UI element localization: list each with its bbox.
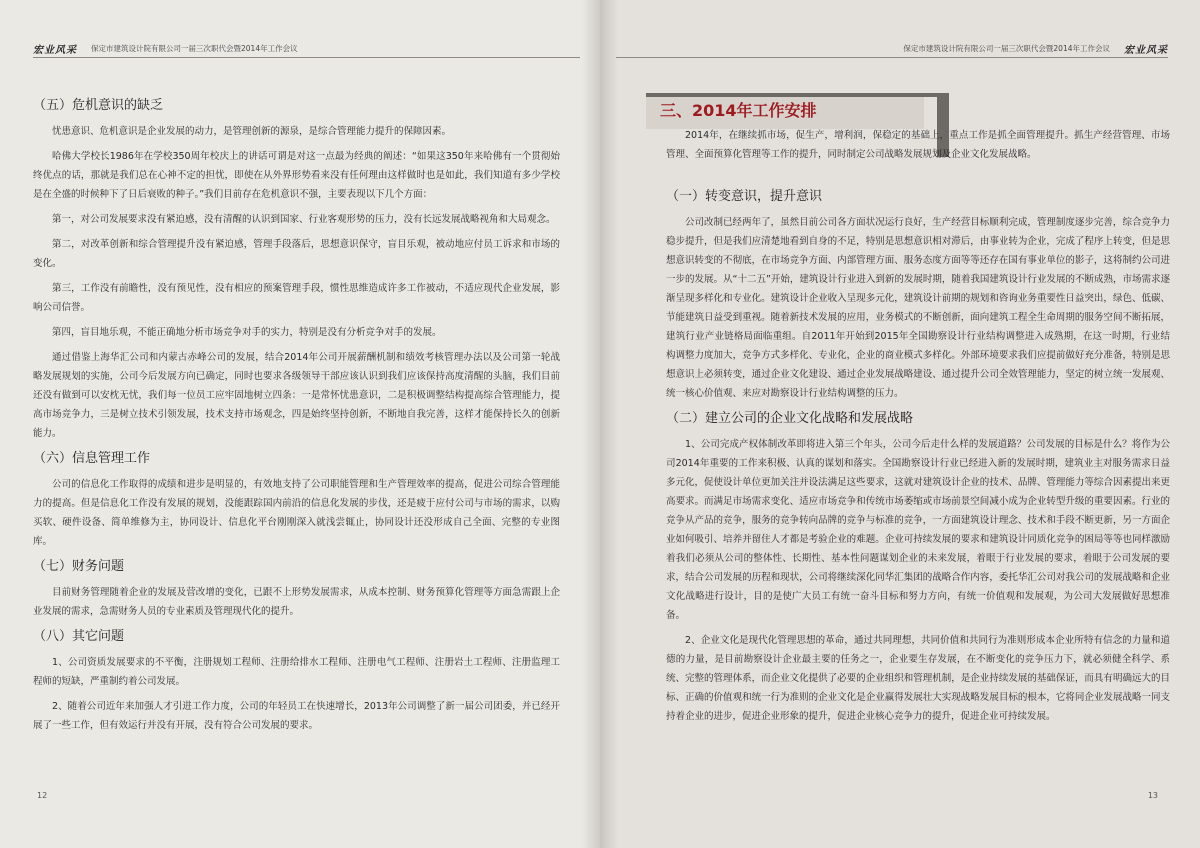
- right-header: [903, 41, 1168, 55]
- paragraph: 2、随着公司近年来加强人才引进工作力度，公司的年轻员工在快速增长，2013年公司调整了新一届公司团委，并已经开展了一些工作，但有效运行并没有开展，没有符合公司发展的要求。: [33, 701, 560, 731]
- section-heading: （一）转变意识，提升意识: [666, 189, 823, 204]
- header-title: 保定市建筑设计院有限公司一届三次职代会暨2014年工作会议: [903, 43, 1110, 53]
- paragraph: 目前财务管理随着企业的发展及营改增的变化，已跟不上形势发展需求，从成本控制、财务预算化管理等方面急需跟上企业发展的需求，急需财务人员的专业素质及管理现代化的提升。: [33, 587, 560, 617]
- paragraph: 忧患意识、危机意识是企业发展的动力，是管理创新的源泉，是综合管理能力提升的保障因素。: [52, 126, 452, 137]
- paragraph: 第四，盲目地乐观，不能正确地分析市场竞争对手的实力，特别是没有分析竞争对手的发展。: [52, 327, 442, 338]
- section-heading: （八）其它问题: [33, 629, 125, 644]
- header-logo: 宏业风采: [33, 44, 77, 56]
- header-logo: 宏业风采: [1124, 44, 1168, 56]
- section-heading: （六）信息管理工作: [33, 451, 151, 466]
- left-content: [33, 96, 560, 735]
- section-heading: （七）财务问题: [33, 559, 125, 574]
- header-rule: [616, 57, 1168, 58]
- paragraph: 哈佛大学校长1986年在学校350周年校庆上的讲话可谓是对这一点最为经典的阐述：“如果这350年来哈佛有一个贯彻始终优点的话，那就是我们总在心神不定的担忧，即使在从外界形势看来没有任何理由这样做时也是如此，我们知道有多少学校是在全盛的时候种下了日后衰败的种子。”我们目前存在危机意识不强，主要表现以下几个方面：: [33, 151, 560, 200]
- paragraph: 公司改制已经两年了，虽然目前公司各方面状况运行良好，生产经营目标顺利完成，管理制度逐步完善，综合竞争力稳步提升，但是我们应清楚地看到自身的不足，特别是思想意识相对滞后，由事业转为企业，完成了程序上转变，但是思想意识转变的不彻底，在市场竞争方面、内部管理方面、服务态度方面等等还存在国有事业单位的影子，这将制约公司进一步的发展。从“十二五”开始，建筑设计行业进入到新的发展时期，随着我国建筑设计行业发展的不断成熟，市场需求逐渐呈现多样化和专业化。建筑设计企业收入呈现多元化，建筑设计前期的规划和咨询业务重要性日益突出，绿色、低碳、节能建筑日益受到重视。随着新技术发展的应用，业务模式的不断创新，面向建筑工程全生命周期的服务空间不断拓展，建筑行业产业链格局面临重组。自2011年开始到2015年全国勘察设计行业结构调整进入成熟期，在这一时期，行业结构调整力度加大，竞争方式多样化、专业化，企业的商业模式多样化。外部环境要求我们应提前做好充分准备，特别是思想意识上必须转变，通过企业文化建设、通过企业发展战略建设、通过提升公司全效管理能力，坚定的树立统一发展观、统一核心价值观、来应对勘察设计行业结构调整的压力。: [666, 217, 1170, 399]
- page-number: 12: [37, 791, 48, 800]
- right-content: [666, 126, 1170, 726]
- paragraph: 1、公司资质发展要求的不平衡，注册规划工程师、注册给排水工程师、注册电气工程师、注册岩土工程师、注册监理工程师的短缺，严重制约着公司发展。: [33, 657, 560, 687]
- paragraph: 第三，工作没有前瞻性，没有预见性，没有相应的预案管理手段，惯性思维造成许多工作被动，不适应现代企业发展，影响公司信誉。: [33, 283, 560, 313]
- header-title: 保定市建筑设计院有限公司一届三次职代会暨2014年工作会议: [91, 43, 298, 53]
- left-header: [33, 41, 298, 55]
- paragraph: 公司的信息化工作取得的成绩和进步是明显的，有效地支持了公司职能管理和生产管理效率的提高，促进公司综合管理能力的提高。但是信息化工作没有发展的规划，没能跟踪国内前沿的信息化发展的步伐，还是疲于应付公司与市场的需求，以购买软、硬件设备、简单维修为主，协同设计、信息化平台刚刚深入就浅尝辄止，协同设计还没形成自己全面、完整的专业图库。: [33, 479, 560, 547]
- paragraph: 1、公司完成产权体制改革即将进入第三个年头，公司今后走什么样的发展道路？公司发展的目标是什么？将作为公司2014年重要的工作来积极、认真的谋划和落实。全国勘察设计行业已经进入新的发展时期，建筑业主对服务需求日益多元化，促使设计单位更加关注并设法满足这些要求，这就对建筑设计企业的技术、品牌、管理能力等综合因素提出来更高要求。而满足市场需求变化、适应市场竞争和传统市场萎缩或市场前景空间减小成为企业转型升级的重要因素。行业的竞争从产品的竞争，服务的竞争转向品牌的竞争与标准的竞争，一方面建筑设计理念、技术和手段不断更新，另一方面企业如何吸引、培养并留住人才都是考验企业的难题。企业可持续发展的要求和建筑设计同质化竞争的困局等等也同样激励着我们必须从公司的整体性、长期性、基本性问题谋划企业的未来发展，着眼于行业发展的要求，着眼于公司发展的要求，结合公司发展的历程和现状，公司将继续深化同华汇集团的战略合作内容，委托华汇公司对我公司的发展战略和企业文化战略进行设计，目的是使广大员工有统一奋斗目标和努力方向，有统一价值观和发展观，为公司大发展做好思想准备。: [666, 439, 1170, 621]
- paragraph: 2、企业文化是现代化管理思想的革命，通过共同理想，共同价值和共同行为准则形成本企业所特有信念的力量和道德的力量，是目前勘察设计企业最主要的任务之一，企业要生存发展，在不断变化的竞争压力下，就必须健全科学、系统、完整的管理体系，而企业文化提供了必要的企业组织和管理机制，是企业持续发展的基础保证，而具有明确远大的目标、正确的价值观和统一行为准则的企业文化是企业赢得发展壮大实现战略发展目标的根本，它将同企业发展战略一同支持着企业的进步，促进企业形象的提升，促进企业核心竞争力的提升，促进企业可持续发展。: [666, 635, 1170, 722]
- paragraph: 通过借鉴上海华汇公司和内蒙古赤峰公司的发展，结合2014年公司开展薪酬机制和绩效考核管理办法以及公司第一轮战略发展规划的实施，公司今后发展方向已确定，同时也要求各级领导干部应该认识到我们应该保持高度清醒的头脑，我们目前还没有做到可以安枕无忧，我们每一位员工应牢固地树立四条：一是常怀忧患意识，二是积极调整结构提高综合管理能力，提高市场竞争力，三是树立技术引领发展，技术支持市场观念，四是始终坚持创新，不断地自我完善，这样才能保持长久的创新能力。: [33, 352, 560, 439]
- title-rule-horizontal: [646, 93, 940, 97]
- chapter-title: 三、2014年工作安排: [660, 101, 817, 120]
- paragraph: 第二，对改革创新和综合管理提升没有紧迫感，管理手段落后，思想意识保守，盲目乐观，被动地应付员工诉求和市场的变化。: [33, 239, 560, 269]
- intro-paragraph: 2014年，在继续抓市场，促生产，增利润，保稳定的基础上，重点工作是抓全面管理提升。抓生产经营管理、市场管理、全面预算化管理等工作的提升，同时制定公司战略发展规划及企业文化发展战略。: [666, 130, 1170, 160]
- section-heading: （五）危机意识的缺乏: [33, 98, 164, 113]
- section-heading: （二）建立公司的企业文化战略和发展战略: [666, 411, 914, 426]
- header-rule: [33, 57, 580, 58]
- page-number: 13: [1147, 791, 1158, 800]
- right-page: [600, 0, 1200, 848]
- paragraph: 第一，对公司发展要求没有紧迫感，没有清醒的认识到国家、行业客观形势的压力，没有长远发展战略视角和大局观念。: [52, 214, 556, 225]
